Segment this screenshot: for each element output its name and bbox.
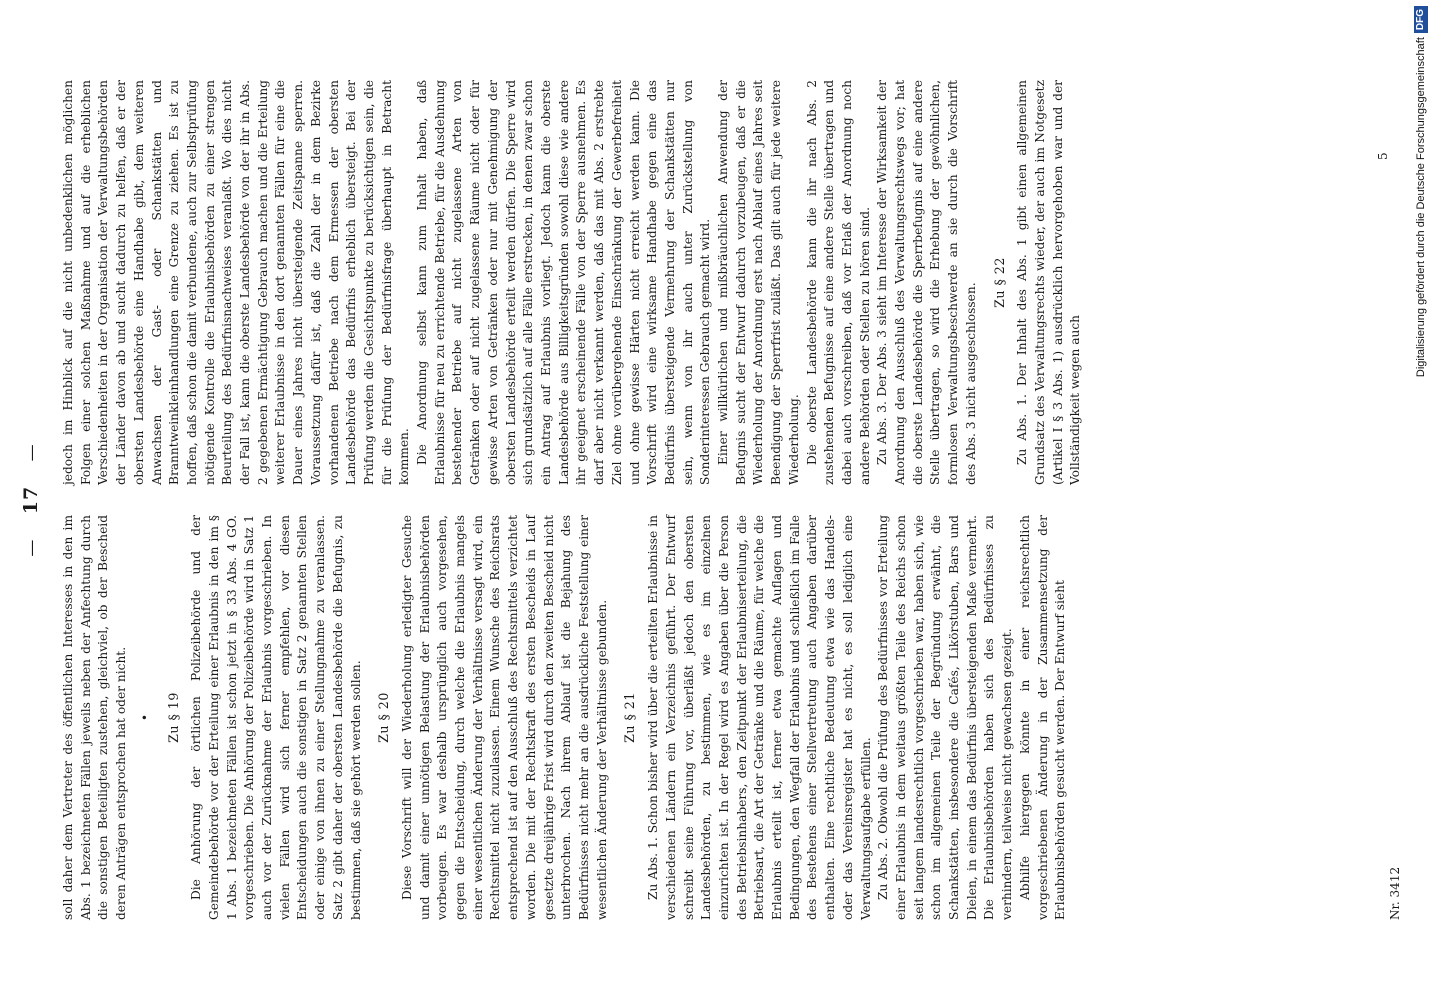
section-heading: Zu § 21 [622,692,638,743]
section-heading: Zu § 22 [991,257,1007,308]
paragraph: jedoch im Hinblick auf die nicht unbedenklichen möglichen Folgen einer solchen Maßnahme und auf die erheblichen Verschiedenheiten in der Organisation der Verwaltungsbehörden der Länder davon ab und sucht dadurch zu helfen, daß er der obersten Landesbehörde eine Handhabe gibt, dem weiteren Anwachsen der Gast- oder Schankstätten und Branntweinkleinhandlungen eine Grenze zu ziehen. Es ist zu hoffen, daß schon die damit verbundene, auch zur Selbstprüfung nötigende Kontrolle die Erlaubnisbehörden zu einer strengen Beurteilung des Bedürfnisnachweises veranlaßt. Wo dies nicht der Fall ist, kann die oberste Landesbehörde von der ihr in Abs. 2 gegebenen Ermächtigung Gebrauch machen und die Erteilung weiterer Erlaubnisse in den dort genannten Fällen für eine die Dauer eines Jahres nicht übersteigende Zeitspanne sperren. Voraussetzung dafür ist, daß die Zahl der in dem Bezirke vorhandenen Betriebe nach dem Ermessen der obersten Landesbehörde das Bedürfnis erheblich übersteigt. Bei der Prüfung werden die Gesichtspunkte zu berücksichtigen sein, die für die Prüfung der Bedürfnisfrage überhaupt in Betracht kommen. [61,80,412,485]
paragraph: Einer willkürlichen und mißbräuchlichen Anwendung der Befugnis sucht der Entwurf dadurch vorzubeugen, daß er die Wiederholung der Anordnung erst nach Ablauf eines Jahres seit Beendigung der Sperrfrist zuläßt. Das gilt auch für jede weitere Wiederholung. [716,80,801,485]
printer-number: Nr. 3412 [1388,866,1402,920]
paragraph: Die Anordnung selbst kann zum Inhalt haben, daß Erlaubnisse für neu zu errichtende Betriebe, für die Ausdehnung bestehender Betriebe auf nicht zugelassene Arten von Getränken oder auf nicht zugelassene Räume nicht oder für gewisse Arten von Getränken oder nur mit Genehmigung der obersten Landesbehörde erteilt werden dürfen. Die Sperre wird sich grundsätzlich auf alle Fälle erstrecken, in denen zwar schon ein Antrag auf Erlaubnis vorliegt. Jedoch kann die oberste Landesbehörde aus Billigkeitsgründen sowohl diese wie andere ihr geeignet erscheinende Fälle von der Sperre ausnehmen. Es darf aber nicht verkannt werden, daß das mit Abs. 2 erstrebte Ziel ohne vorübergehende Einschränkung der Gewerbefreiheit und ohne gewisse Härten nicht erreicht werden kann. Die Vorschrift wird eine wirksame Handhabe gegen eine das Bedürfnis übersteigende Vermehrung der Schankstätten nur sein, wenn von ihr auch unter Zurückstellung von Sonderinteressen Gebrauch gemacht wird. [415,80,713,485]
header-dash-left: — [22,538,42,557]
page-header [20,0,42,1000]
dfg-logo: DFG [1414,6,1428,33]
paragraph: Zu Abs. 2. Obwohl die Prüfung des Bedürfnisses vor Erteilung einer Erlaubnis in dem weitaus größten Teile des Reichs schon seit langem landesrechtlich vorgeschrieben war, haben sich, wie schon im allgemeinen Teile der Begründung erwähnt, die Schankstätten, insbesondere die Cafés, Likörstuben, Bars und Dielen, in einem das Bedürfnis übersteigenden Maße vermehrt. Die Erlaubnisbehörden haben sich des Bedürfnisses zu verhindern, teilweise nicht gewachsen gezeigt. [876,515,1015,920]
section-heading: Zu § 20 [376,692,392,743]
header-dash-right: — [22,443,42,462]
digitization-credit [1410,6,1432,994]
paragraph: Die oberste Landesbehörde kann die ihr nach Abs. 2 zustehenden Befugnisse auf eine andere Stelle übertragen und dabei auch vorschreiben, daß vor Erlaß der Anordnung noch andere Behörden oder Stellen zu hören sind. [804,80,872,485]
paragraph: Abhilfe hiergegen könnte in einer reichsrechtlich vorgeschriebenen Änderung in der Zusammensetzung der Erlaubnisbehörden gesucht werden. Der Entwurf sieht [1017,515,1068,920]
section-heading: Zu § 19 [165,692,181,743]
paragraph: Zu Abs. 3. Der Abs. 3 sieht im Interesse der Wirksamkeit der Anordnung den Ausschluß des Verwaltungsrechtswegs vor; hat die oberste Landesbehörde die Sperrbefugnis auf eine andere Stelle übertragen, so wird die Erhebung der gewöhnlichen, formlosen Verwaltungsbeschwerde an sie durch die Vorschrift des Abs. 3 nicht ausgeschlossen. [875,80,978,485]
right-column [60,80,1085,485]
paragraph: Diese Vorschrift will der Wiederholung erledigter Gesuche und damit einer unnötigen Belastung der Erlaubnisbehörden vorbeugen. Es war deshalb ursprünglich auch vorgesehen, gegen die Entscheidung, durch welche die Erlaubnis mangels einer wesentlichen Änderung der Verhältnisse versagt wird, ein Rechtsmittel nicht zuzulassen. Einem Wunsche des Reichsrats entsprechend ist auf den Ausschluß des Rechtsmittels verzichtet worden. Die mit der Rechtskraft des ersten Bescheids in Lauf gesetzte dreijährige Frist wird durch den zweiten Bescheid nicht unterbrochen. Nach ihrem Ablauf ist die Bejahung des Bedürfnisses nicht mehr an die ausdrückliche Feststellung einer wesentlichen Änderung der Verhältnisse gebunden. [399,515,609,920]
page-number: 17 [20,485,42,515]
paragraph: Zu Abs. 1. Schon bisher wird über die erteilten Erlaubnisse in verschiedenen Ländern ein Verzeichnis geführt. Der Entwurf schreibt seine Führung vor, überläßt jedoch den obersten Landesbehörden, zu bestimmen, wie es im einzelnen einzurichten ist. In der Regel wird es Angaben über die Person des Betriebsinhabers, den Zeitpunkt der Erlaubniserteilung, die Betriebsart, die Art der Getränke und die Räume, für welche die Erlaubnis erteilt ist, ferner etwa gemachte Auflagen und Bedingungen, den Wegfall der Erlaubnis und schließlich im Falle des Bestehens einer Stellvertretung auch Angaben darüber enthalten. Eine rechtliche Bedeutung etwa wie das Handels- oder das Vereinsregister hat es nicht, es soll lediglich eine Verwaltungsaufgabe erfüllen. [646,515,873,920]
paragraph: Zu Abs. 1. Der Inhalt des Abs. 1 gibt einen allgemeinen Grundsatz des Verwaltungsrechts wieder, der auch im Notgesetz (Artikel I § 3 Abs. 1) ausdrücklich hervorgehoben war und der Vollständigkeit wegen auch [1015,80,1083,485]
digitization-credit-strip [1408,6,1430,994]
paragraph: soll daher dem Vertreter des öffentlichen Interesses in den im Abs. 1 bezeichneten Fällen jeweils neben der Anfechtung durch die sonstigen Beteiligten zustehen, gleichviel, ob der Bescheid deren Anträgen entsprochen hat oder nicht. [61,515,129,920]
credit-text: Digitalisierung gefördert durch die Deutsche Forschungsgemeinschaft [1415,37,1427,378]
paragraph: Die Anhörung der örtlichen Polizeibehörde und der Gemeindebehörde vor der Erteilung einer Erlaubnis in den im § 1 Abs. 1 bezeichneten Fällen ist schon jetzt in § 33 Abs. 4 GO. vorgeschrieben. Die Anhörung der Polizeibehörde wird in Satz 1 auch vor der Zurücknahme der Erlaubnis vorgeschrieben. In vielen Fällen wird sich ferner empfehlen, vor diesen Entscheidungen auch die sonstigen in Satz 2 genannten Stellen oder einige von ihnen zu einer Stellungnahme zu veranlassen. Satz 2 gibt daher der obersten Landesbehörde die Befugnis, zu bestimmen, daß sie gehört werden sollen. [189,515,363,920]
left-column [60,515,1070,920]
stray-mark: • [137,713,152,722]
sheet-signature: 5 [1376,152,1390,160]
